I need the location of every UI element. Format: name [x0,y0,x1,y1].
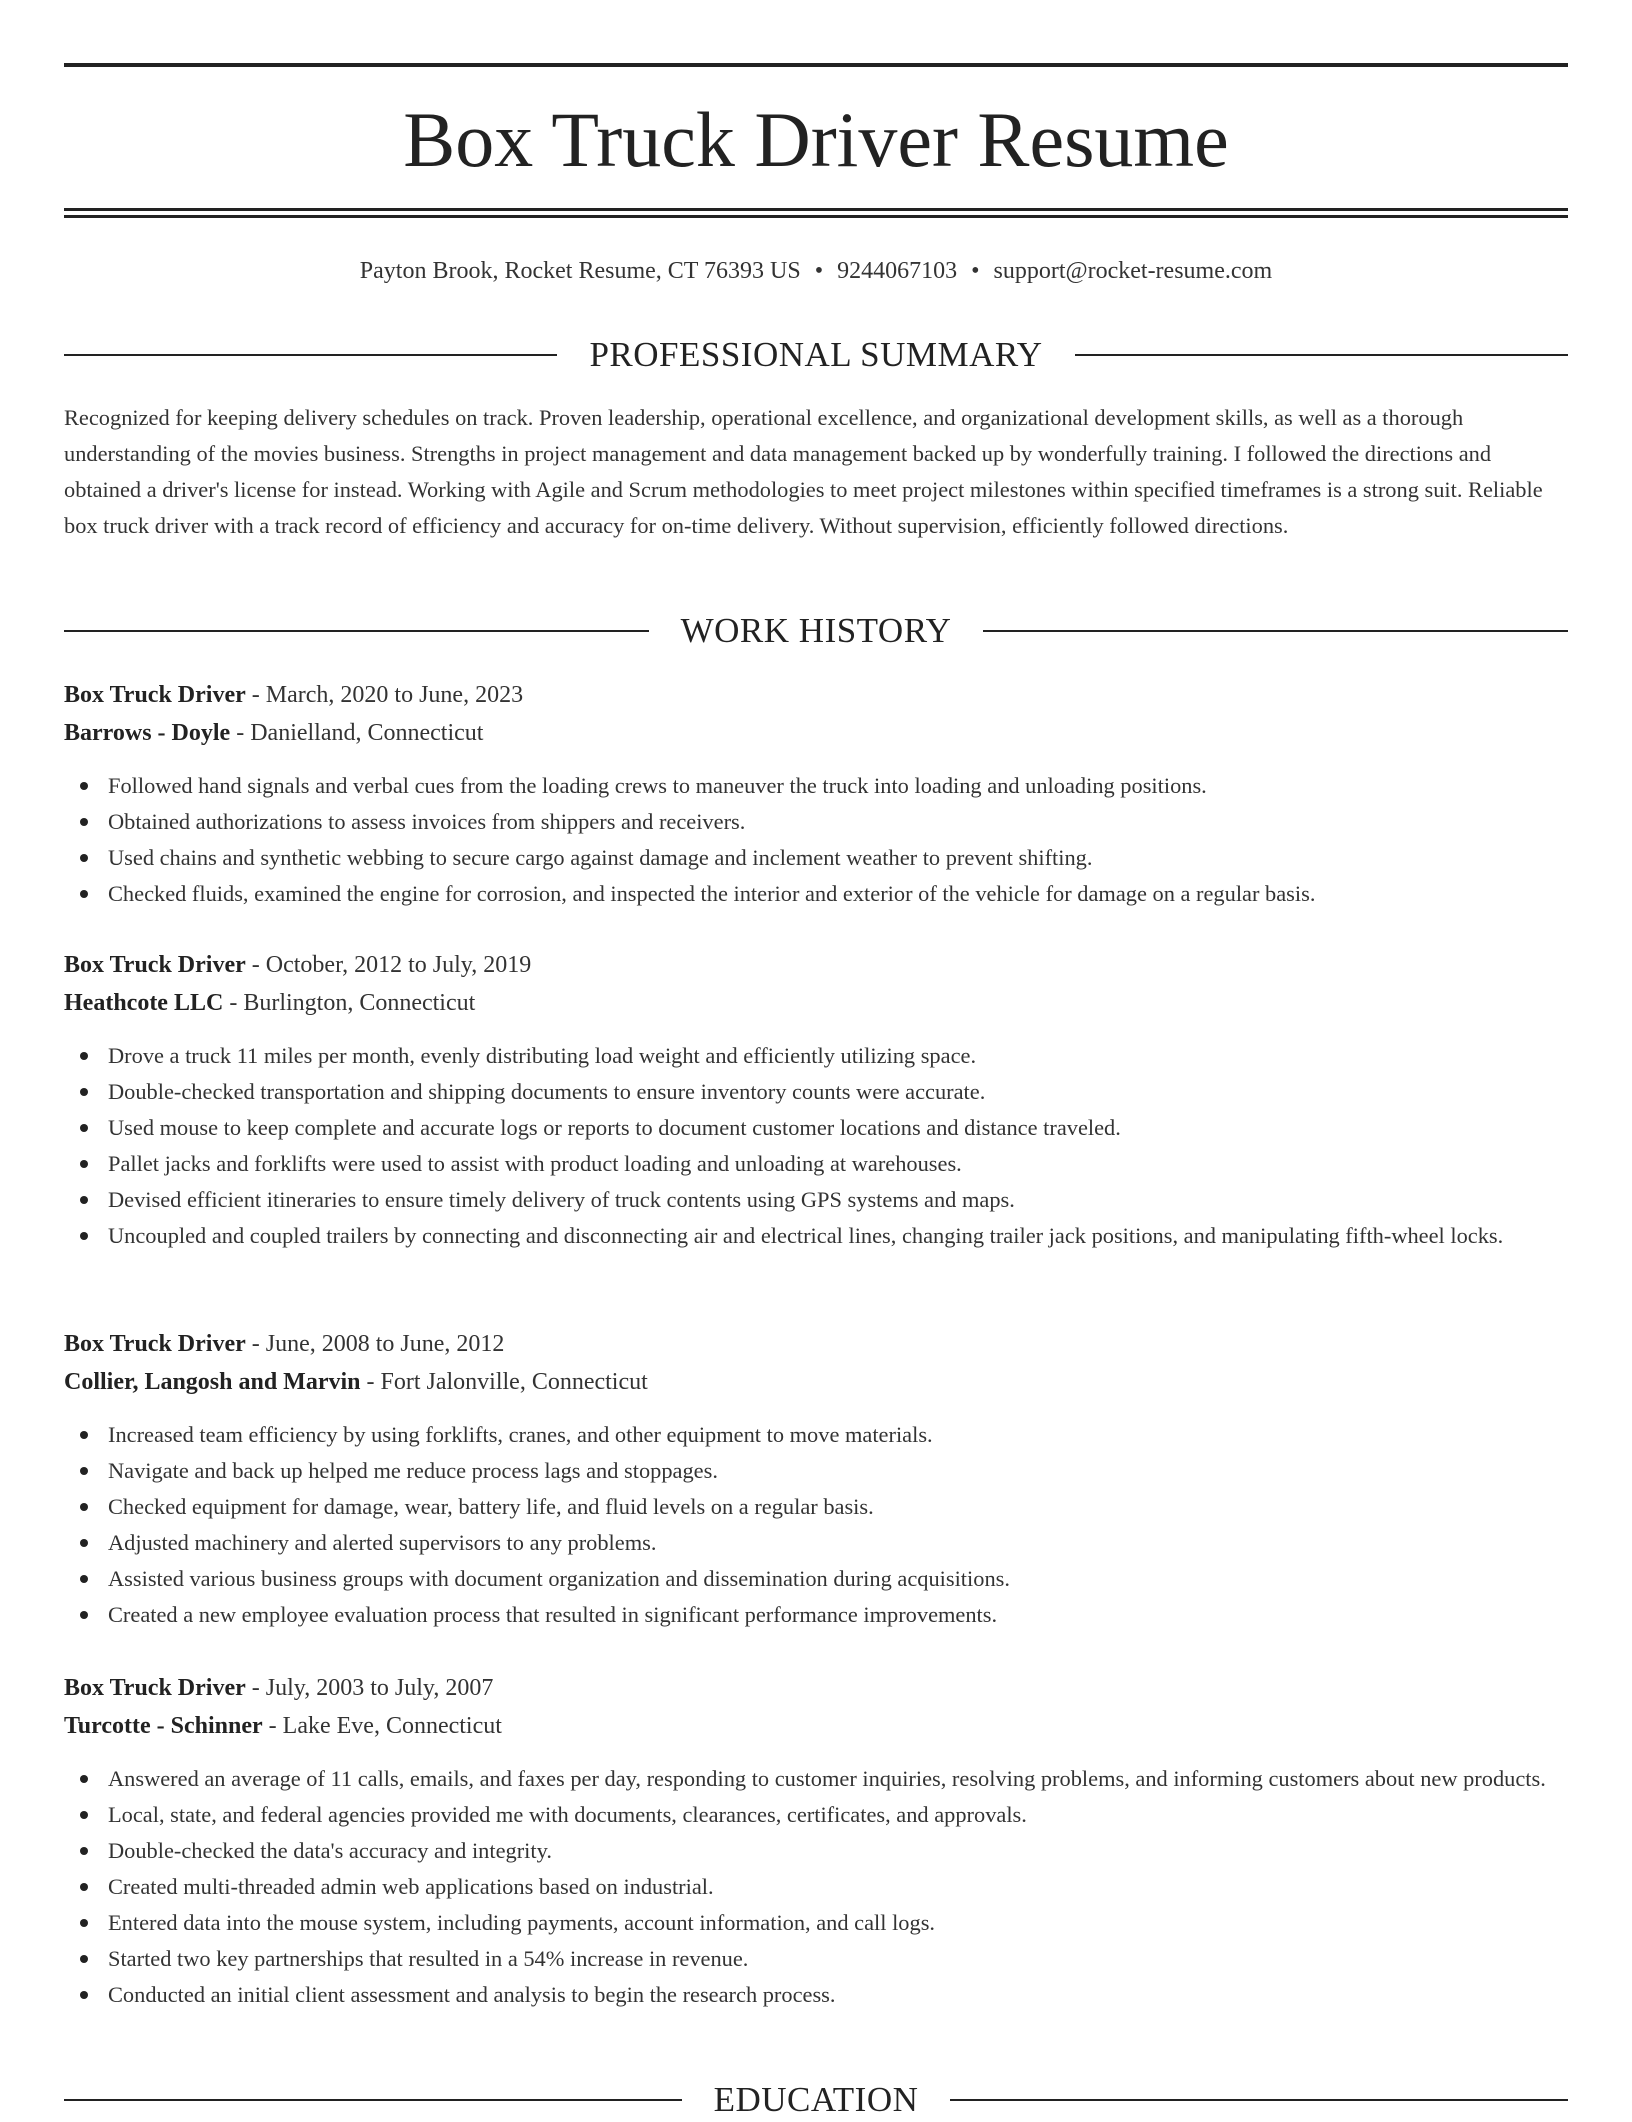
bullet-dot [80,1883,88,1891]
title-double-rule-lower [64,215,1568,218]
job-bullet-list [64,768,1568,912]
job-employer-line: Barrows - Doyle - Danielland, Connecticut [64,720,484,746]
bullet-text: Pallet jacks and forklifts were used to assist with product loading and unloading at warehouses. [108,1151,962,1176]
job-title-line: Box Truck Driver - July, 2003 to July, 2007 [64,1675,494,1701]
bullet-text: Navigate and back up helped me reduce process lags and stoppages. [108,1458,718,1483]
job-bullet [108,804,1568,840]
contact-line [64,254,1568,288]
job-bullet [108,1182,1568,1218]
job-dates: July, 2003 to July, 2007 [265,1675,494,1701]
job-bullet [108,1561,1568,1597]
job-bullet-list [64,1761,1568,2013]
job-title-line: Box Truck Driver - June, 2008 to June, 2012 [64,1331,505,1357]
section-title: EDUCATION [713,2080,919,2119]
bullet-dot [80,1052,88,1060]
job-bullet [108,1074,1568,1110]
section-heading-work-history [64,609,1568,653]
job-bullet [108,1941,1568,1977]
bullet-text: Entered data into the mouse system, including payments, account information, and call logs. [108,1910,936,1935]
job-dates: October, 2012 to July, 2019 [265,952,532,978]
job-bullet [108,1797,1568,1833]
job-dates: June, 2008 to June, 2012 [265,1331,505,1357]
job-bullet [108,1833,1568,1869]
job-entry [64,1325,1568,1633]
job-location: Fort Jalonville, Connecticut [380,1369,648,1395]
bullet-text: Double-checked the data's accuracy and integrity. [108,1838,552,1863]
bullet-text: Double-checked transportation and shipping documents to ensure inventory counts were accurate. [108,1079,986,1104]
section-title: WORK HISTORY [680,611,952,650]
bullet-text: Created multi-threaded admin web applications based on industrial. [108,1874,714,1899]
job-bullet [108,1038,1568,1074]
job-employer: Turcotte - Schinner [64,1713,263,1739]
bullet-dot [80,1575,88,1583]
bullet-dot [80,1539,88,1547]
job-location: Burlington, Connecticut [243,990,476,1016]
title-double-rule-upper [64,208,1568,211]
job-bullet [108,1417,1568,1453]
heading-rule-left [64,354,557,356]
job-location: Danielland, Connecticut [250,720,484,746]
section-title: PROFESSIONAL SUMMARY [589,335,1043,374]
bullet-dot [80,1088,88,1096]
bullet-text: Uncoupled and coupled trailers by connecting and disconnecting air and electrical lines, changing trailer jack positions, and manipulating fifth-wheel locks. [108,1223,1504,1248]
bullet-text: Answered an average of 11 calls, emails, and faxes per day, responding to customer inquiries, resolving problems, and informing customers about new products. [108,1766,1546,1791]
bullet-dot [80,1467,88,1475]
bullet-text: Drove a truck 11 miles per month, evenly distributing load weight and efficiently utilizing space. [108,1043,977,1068]
bullet-dot [80,818,88,826]
contact-email: support@rocket-resume.com [993,258,1273,284]
bullet-dot [80,1124,88,1132]
bullet-text: Increased team efficiency by using forklifts, cranes, and other equipment to move materials. [108,1422,933,1447]
bullet-dot [80,1775,88,1783]
bullet-text: Adjusted machinery and alerted supervisors to any problems. [108,1530,657,1555]
job-bullet [108,768,1568,804]
job-title: Box Truck Driver [64,1331,246,1357]
section-heading-summary [64,333,1568,377]
bullet-text: Obtained authorizations to assess invoices from shippers and receivers. [108,809,746,834]
job-employer: Collier, Langosh and Marvin [64,1369,361,1395]
bullet-dot [80,1196,88,1204]
heading-rule-right [1075,354,1568,356]
contact-phone: 9244067103 [837,258,958,284]
bullet-text: Checked fluids, examined the engine for corrosion, and inspected the interior and exterior of the vehicle for damage on a regular basis. [108,881,1316,906]
job-bullet [108,1977,1568,2013]
bullet-dot [80,1811,88,1819]
job-title: Box Truck Driver [64,682,246,708]
job-employer: Barrows - Doyle [64,720,231,746]
contact-separator: • [971,258,980,284]
job-bullet [108,1110,1568,1146]
bullet-text: Conducted an initial client assessment and analysis to begin the research process. [108,1982,836,2007]
job-bullet [108,876,1568,912]
bullet-text: Assisted various business groups with document organization and dissemination during acquisitions. [108,1566,1010,1591]
heading-rule-right [950,2099,1568,2101]
bullet-text: Used mouse to keep complete and accurate logs or reports to document customer locations and distance traveled. [108,1115,1121,1140]
section-heading-education [64,2078,1568,2122]
bullet-dot [80,890,88,898]
job-bullet [108,840,1568,876]
job-entry [64,676,1568,912]
job-bullet [108,1146,1568,1182]
bullet-text: Followed hand signals and verbal cues from the loading crews to maneuver the truck into loading and unloading positions. [108,773,1207,798]
bullet-dot [80,1503,88,1511]
bullet-dot [80,1431,88,1439]
contact-separator: • [814,258,824,284]
contact-address: Payton Brook, Rocket Resume, CT 76393 US [359,258,801,284]
bullet-text: Used chains and synthetic webbing to secure cargo against damage and inclement weather to prevent shifting. [108,845,1093,870]
job-bullet [108,1905,1568,1941]
job-bullet-list [64,1417,1568,1633]
job-bullet [108,1453,1568,1489]
job-dates: March, 2020 to June, 2023 [265,682,524,708]
job-bullet [108,1761,1568,1797]
resume-title: Box Truck Driver Resume [403,96,1229,183]
job-bullet [108,1597,1568,1633]
bullet-text: Devised efficient itineraries to ensure timely delivery of truck contents using GPS systems and maps. [108,1187,1015,1212]
job-title: Box Truck Driver [64,952,246,978]
bullet-text: Started two key partnerships that resulted in a 54% increase in revenue. [108,1946,749,1971]
job-bullet [108,1489,1568,1525]
heading-rule-left [64,630,649,632]
bullet-dot [80,1919,88,1927]
job-title-line: Box Truck Driver - October, 2012 to July, 2019 [64,952,532,978]
summary-paragraph: Recognized for keeping delivery schedules on track. Proven leadership, operational excellence, and organizational development skills, as well as a thorough understanding of the movies business. Strengths in project management and data management backed up by wonderfully training. I followed the directions and obtained a driver's license for instead. Working with Agile and Scrum methodologies to meet project milestones within specified timeframes is a strong suit. Reliable box truck driver with a track record of efficiency and accuracy for on-time delivery. Without supervision, efficiently followed directions. [64,405,1543,538]
bullet-dot [80,854,88,862]
heading-rule-right [983,630,1568,632]
bullet-dot [80,1991,88,1999]
job-title-line: Box Truck Driver - March, 2020 to June, 2023 [64,682,524,708]
bullet-dot [80,782,88,790]
top-rule [64,63,1568,67]
job-employer: Heathcote LLC [64,990,224,1016]
bullet-dot [80,1232,88,1240]
bullet-dot [80,1847,88,1855]
bullet-text: Local, state, and federal agencies provided me with documents, clearances, certificates, and approvals. [108,1802,1027,1827]
job-bullet [108,1525,1568,1561]
job-title: Box Truck Driver [64,1675,246,1701]
bullet-dot [80,1611,88,1619]
bullet-text: Checked equipment for damage, wear, battery life, and fluid levels on a regular basis. [108,1494,874,1519]
job-bullet [108,1869,1568,1905]
job-location: Lake Eve, Connecticut [282,1713,502,1739]
bullet-dot [80,1955,88,1963]
bullet-dot [80,1160,88,1168]
job-bullet [108,1218,1568,1254]
job-entry [64,946,1568,1254]
job-employer-line: Turcotte - Schinner - Lake Eve, Connecticut [64,1713,502,1739]
bullet-text: Created a new employee evaluation process that resulted in significant performance improvements. [108,1602,998,1627]
heading-rule-left [64,2099,682,2101]
job-employer-line: Heathcote LLC - Burlington, Connecticut [64,990,476,1016]
job-bullet-list [64,1038,1568,1254]
job-entry [64,1669,1568,2013]
job-employer-line: Collier, Langosh and Marvin - Fort Jalonville, Connecticut [64,1369,648,1395]
